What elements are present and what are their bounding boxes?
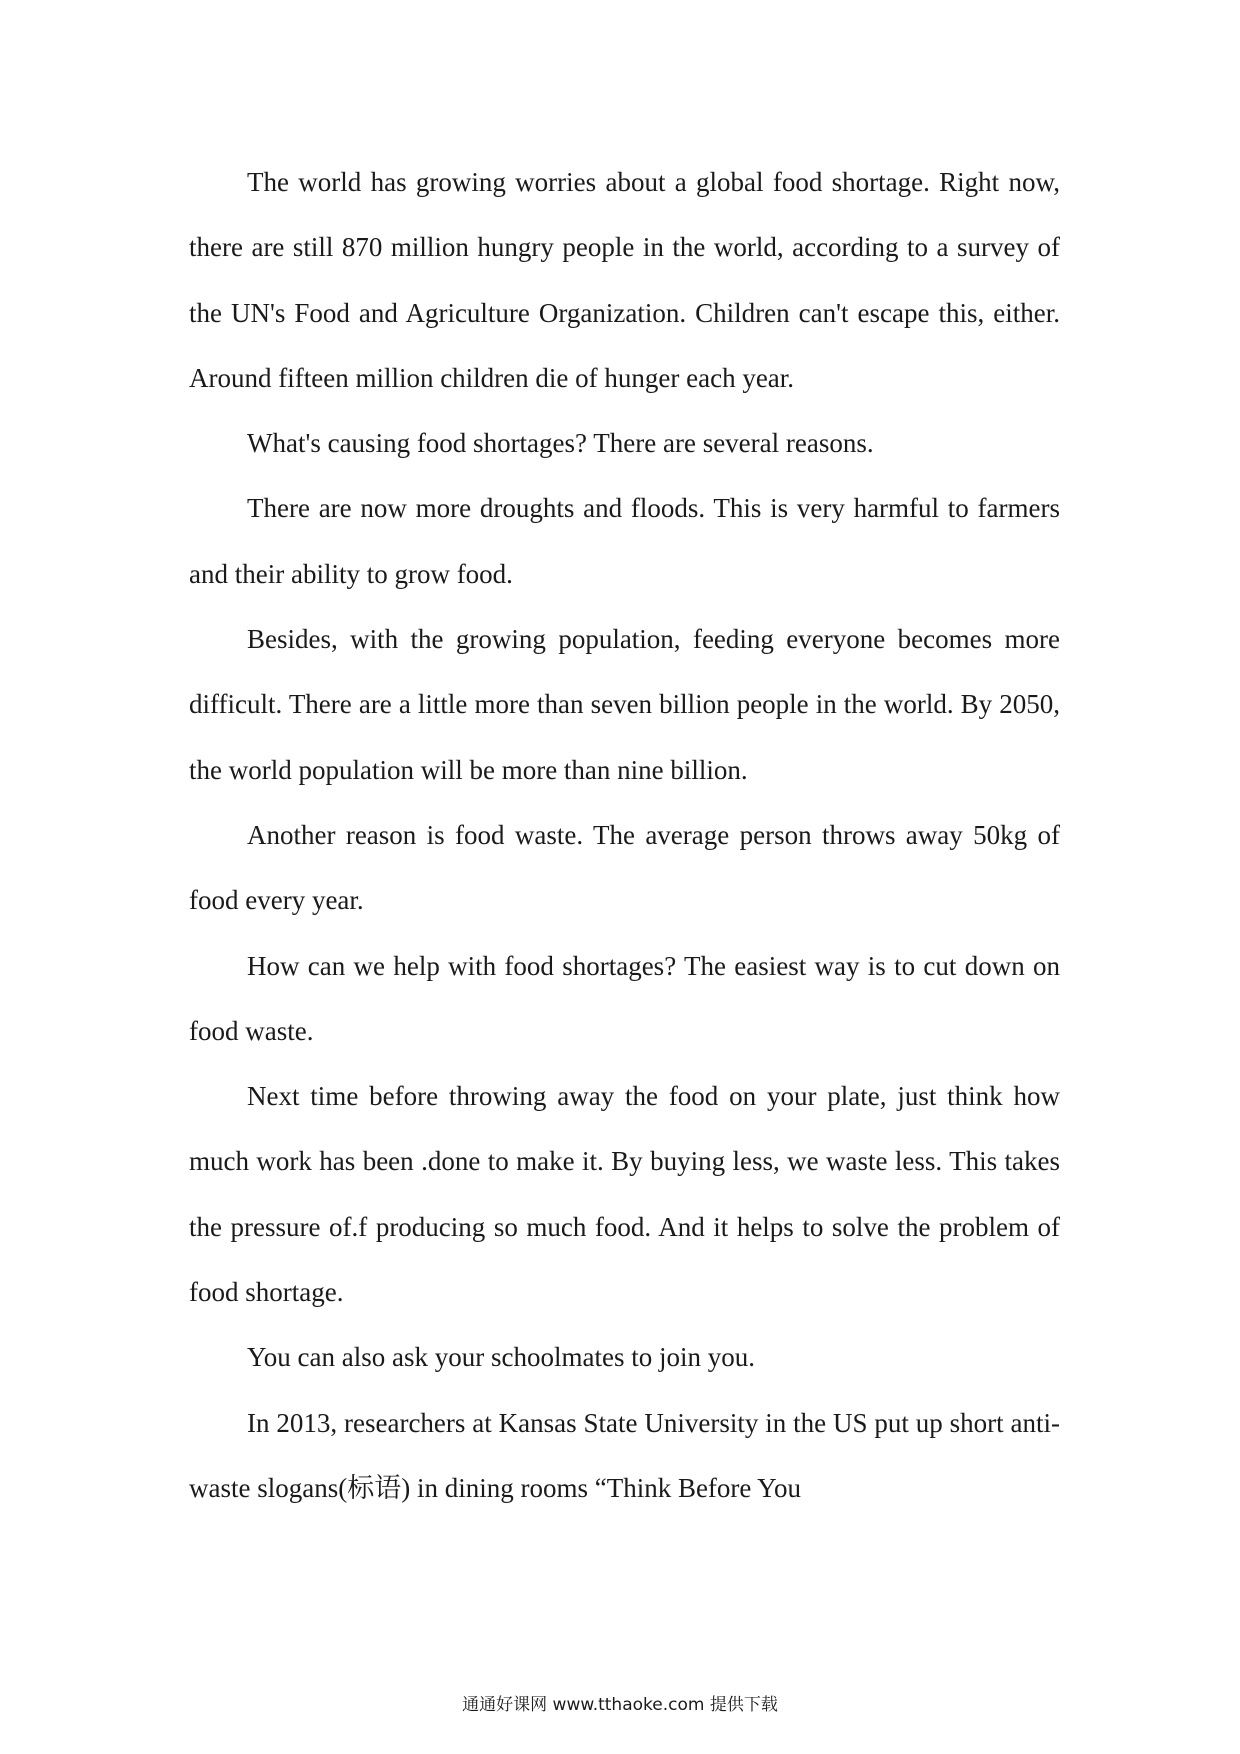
page-footer: 通通好课网 www.tthaoke.com 提供下载 [462, 1695, 778, 1715]
paragraph-6: How can we help with food shortages? The easiest way is to cut down on food waste. [189, 950, 1060, 1046]
article-body [189, 150, 1060, 1521]
paragraph-4: Besides, with the growing population, feeding everyone becomes more difficult. There are a little more than seven billion people in the world. By 2050, the world population will be more than nine billion. [189, 624, 1060, 785]
paragraph-1: The world has growing worries about a global food shortage. Right now, there are still 870 million hungry people in the world, according to a survey of the UN's Food and Agriculture Organization. Children can't escape this, either. Around fifteen million children die of hunger each year. [189, 167, 1060, 393]
paragraph-5: Another reason is food waste. The average person throws away 50kg of food every year. [189, 819, 1060, 916]
paragraph-2: What's causing food shortages? There are several reasons. [247, 428, 874, 459]
paragraph-8: You can also ask your schoolmates to join you. [247, 1342, 755, 1373]
paragraph-7: Next time before throwing away the food on your plate, just think how much work has been .done to make it. By buying less, we waste less. This takes the pressure of.f producing so much food. And it helps to solve the problem of food shortage. [189, 1081, 1060, 1308]
paragraph-3: There are now more droughts and floods. This is very harmful to farmers and their ability to grow food. [189, 493, 1060, 589]
paragraph-9: In 2013, researchers at Kansas State University in the US put up short anti-waste slogans(标语) in dining rooms “Think Before You [189, 1407, 1060, 1503]
